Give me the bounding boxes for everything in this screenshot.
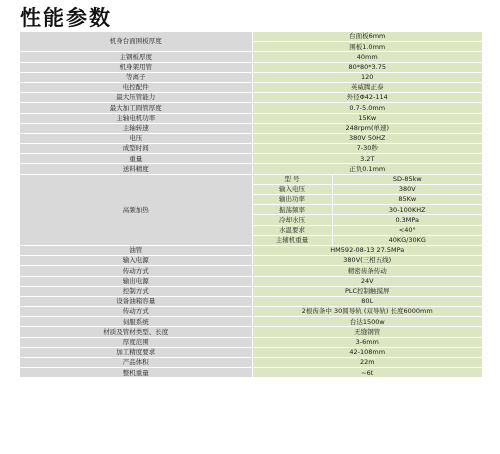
- row-label: 电控配件: [20, 82, 252, 92]
- row-value: ~6t: [252, 368, 482, 378]
- row-value: 0.7-5.0mm: [252, 103, 482, 113]
- heating-group-label: 高频加热: [20, 174, 252, 245]
- row-value: 40mm: [252, 52, 482, 62]
- table-row: [20, 62, 482, 72]
- row-label: 主轴电机功率: [20, 113, 252, 123]
- table-row: [20, 93, 482, 103]
- row-label: 加工精度要求: [20, 347, 252, 357]
- heating-sub-value: <40°: [332, 225, 482, 235]
- table-row: [20, 32, 482, 42]
- table-row: [20, 164, 482, 174]
- row-value: 台面板6mm: [252, 32, 482, 42]
- row-value: 42-108mm: [252, 347, 482, 357]
- spec-table: [20, 32, 482, 378]
- table-row: [20, 103, 482, 113]
- row-value: 外径Φ42-114: [252, 93, 482, 103]
- table-row: [20, 256, 482, 266]
- table-row: [20, 307, 482, 317]
- row-label: 最大压管能力: [20, 93, 252, 103]
- row-value: 15Kw: [252, 113, 482, 123]
- table-row: [20, 154, 482, 164]
- row-label: 产品体积: [20, 358, 252, 368]
- row-label: 传动方式: [20, 266, 252, 276]
- row-label: 电压: [20, 133, 252, 143]
- row-label: 成型时间: [20, 144, 252, 154]
- row-label: 控制方式: [20, 286, 252, 296]
- row-label: 主钢板厚度: [20, 52, 252, 62]
- row-value: 英威腾正泰: [252, 82, 482, 92]
- table-row: [20, 113, 482, 123]
- row-label: 重量: [20, 154, 252, 164]
- table-row: [20, 337, 482, 347]
- heating-sub-value: 85Kw: [332, 195, 482, 205]
- row-value: 围板1.0mm: [252, 42, 482, 52]
- row-value: 3.2T: [252, 154, 482, 164]
- row-value: 380V(三相五线): [252, 256, 482, 266]
- table-row: [20, 245, 482, 255]
- row-label: 机身台面围板厚度: [20, 32, 252, 52]
- row-value: 80L: [252, 296, 482, 306]
- row-label: 材质及管材类型、长度: [20, 327, 252, 337]
- heating-sub-value: SD-85kw: [332, 174, 482, 184]
- row-value: 380V 50HZ: [252, 133, 482, 143]
- row-label: 送料精度: [20, 164, 252, 174]
- table-row: [20, 358, 482, 368]
- heating-sub-label: 输入电压: [252, 184, 332, 194]
- heating-sub-label: 振荡频率: [252, 205, 332, 215]
- table-row: [20, 82, 482, 92]
- heating-sub-value: 380V: [332, 184, 482, 194]
- row-value: 2根齿条中 30圆导轨 (双导轨) 长度6000mm: [252, 307, 482, 317]
- row-value: 22m: [252, 358, 482, 368]
- row-label: 整机重量: [20, 368, 252, 378]
- table-row: [20, 368, 482, 378]
- table-row: [20, 317, 482, 327]
- row-label: 主轴转速: [20, 123, 252, 133]
- table-row: [20, 123, 482, 133]
- row-value: 无缝钢管: [252, 327, 482, 337]
- row-value: 正负0.1mm: [252, 164, 482, 174]
- table-row: [20, 347, 482, 357]
- row-label: 厚度范围: [20, 337, 252, 347]
- heating-sub-label: 输出功率: [252, 195, 332, 205]
- row-value: 120: [252, 72, 482, 82]
- heating-sub-label: 水温要求: [252, 225, 332, 235]
- table-row: [20, 72, 482, 82]
- heating-sub-label: 型 号: [252, 174, 332, 184]
- row-value: 台达1500w: [252, 317, 482, 327]
- table-row: [20, 276, 482, 286]
- row-label: 最大加工圆管厚度: [20, 103, 252, 113]
- table-row: [20, 286, 482, 296]
- row-value: 80*80*3.75: [252, 62, 482, 72]
- table-row: [20, 174, 482, 184]
- row-value: 精密齿条传动: [252, 266, 482, 276]
- heating-sub-value: 0.3MPa: [332, 215, 482, 225]
- table-row: [20, 327, 482, 337]
- row-value: PLC控制触摸屏: [252, 286, 482, 296]
- row-label: 输入电源: [20, 256, 252, 266]
- row-label: 设备油箱容量: [20, 296, 252, 306]
- table-row: [20, 144, 482, 154]
- heating-sub-value: 30-100KHZ: [332, 205, 482, 215]
- row-value: 7-30秒: [252, 144, 482, 154]
- row-label: 伺服系统: [20, 317, 252, 327]
- table-row: [20, 133, 482, 143]
- page-title: 性能参数: [20, 6, 112, 30]
- row-value: 24V: [252, 276, 482, 286]
- row-value: HM592-08-13 27.5MPa: [252, 245, 482, 255]
- row-label: 输出电源: [20, 276, 252, 286]
- row-value: 3-6mm: [252, 337, 482, 347]
- row-label: 等离子: [20, 72, 252, 82]
- table-row: [20, 52, 482, 62]
- row-value: 248rpm(单速): [252, 123, 482, 133]
- table-row: [20, 266, 482, 276]
- spec-table-body: [20, 32, 482, 378]
- row-label: 油管: [20, 245, 252, 255]
- heating-sub-value: 40KG/30KG: [332, 235, 482, 245]
- row-label: 传动方式: [20, 307, 252, 317]
- row-label: 机身架用管: [20, 62, 252, 72]
- heating-sub-label: 冷却水压: [252, 215, 332, 225]
- heating-sub-label: 主辅机重量: [252, 235, 332, 245]
- table-row: [20, 296, 482, 306]
